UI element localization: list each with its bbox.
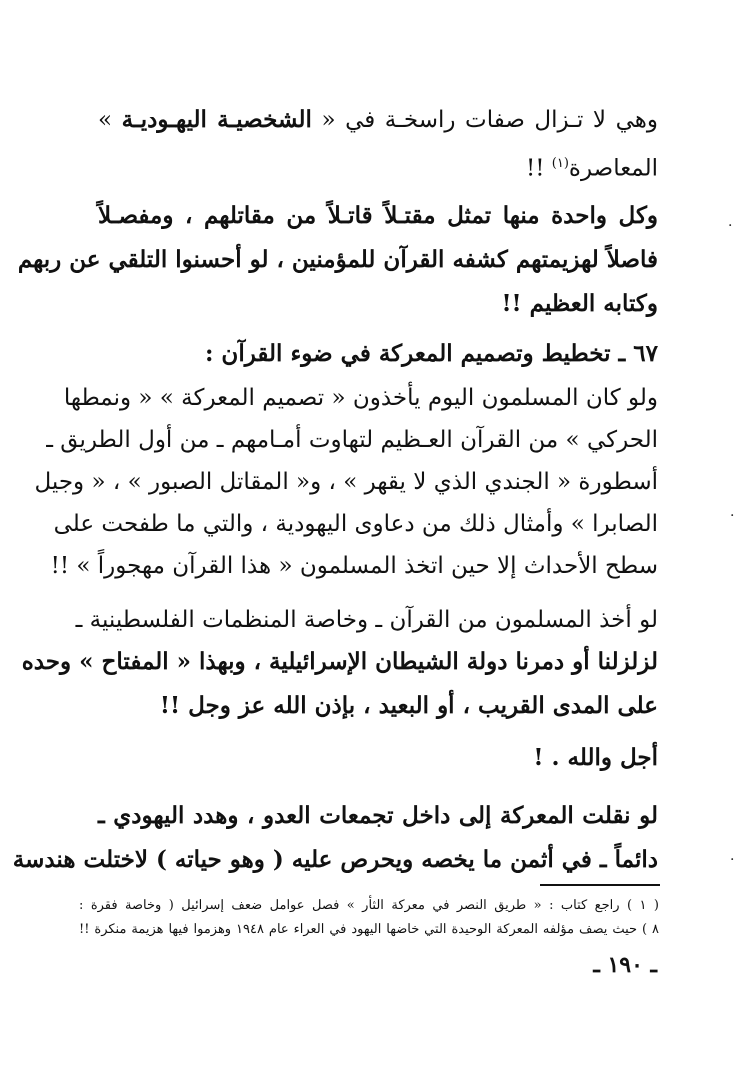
paragraph-6-line-1: لو نقلت المعركة إلى داخل تجمعات العدو ، وهدد اليهودي ـ xyxy=(98,802,658,829)
page-number: ـ ١٩٠ ـ xyxy=(593,952,657,978)
section-heading: ٦٧ ـ تخطيط وتصميم المعركة في ضوء القرآن : xyxy=(204,340,658,367)
emphasis-text: الشخصيـة اليهـوديـة xyxy=(121,106,312,133)
footnote-marker: (١) xyxy=(551,156,569,171)
paragraph-2-line-2: فاصلاً لهزيمتهم كشفه القرآن للمؤمنين ، لو أحسنوا التلقي عن ربهم xyxy=(17,246,658,273)
scan-speck: · xyxy=(730,508,735,524)
scan-speck: · xyxy=(728,218,733,234)
footnote-rule xyxy=(540,884,660,886)
text-run: » xyxy=(98,107,122,133)
footnote-line-1: ( ١ ) راجع كتاب : « طريق النصر في معركة الثأر » فصل عوامل ضعف إسرائيل ( وخاصة فقرة : xyxy=(79,898,659,913)
paragraph-2-line-1: وكل واحدة منها تمثل مقتـلاً قاتـلاً من مقاتلهم ، ومفصـلاً xyxy=(98,202,658,229)
footnote-line-2: ٨ ) حيث يصف مؤلفه المعركة الوحيدة التي خاضها اليهود في العراء عام ١٩٤٨ وهزموا فيها هزيمة منكرة !! xyxy=(79,922,660,937)
text-run: !! xyxy=(525,155,552,182)
paragraph-3-line-2: الحركي » من القرآن العـظيم لتهاوت أمـامهم ـ من أول الطريق ـ xyxy=(46,427,658,453)
paragraph-4-line-1: لو أخذ المسلمون من القرآن ـ وخاصة المنظمات الفلسطينية ـ xyxy=(75,607,658,633)
paragraph-5-line-1: أجل والله . ! xyxy=(533,744,658,771)
paragraph-3-line-3: أسطورة « الجندي الذي لا يقهر » ، و« المقاتل الصبور » ، « وجيل xyxy=(34,469,658,495)
paragraph-4-line-2: لزلزلنا أو دمرنا دولة الشيطان الإسرائيلية ، وبهذا « المفتاح » وحده xyxy=(21,648,658,675)
paragraph-1-line-2 xyxy=(98,144,658,184)
paragraph-6-line-2: دائماً ـ في أثمن ما يخصه ويحرص عليه ( وهو حياته ) لاختلت هندسة xyxy=(12,846,658,873)
paragraph-3-line-1: ولو كان المسلمون اليوم يأخذون « تصميم المعركة » « ونمطها xyxy=(63,385,658,411)
paragraph-1-line-1 xyxy=(98,100,658,140)
text-run: وهي لا تـزال صفات راسخـة في « xyxy=(311,107,658,133)
paragraph-3-line-5: سطح الأحداث إلا حين اتخذ المسلمون « هذا القرآن مهجوراً » !! xyxy=(50,553,658,579)
paragraph-2-line-3: وكتابه العظيم !! xyxy=(501,290,658,317)
scan-speck: · xyxy=(730,852,735,868)
paragraph-4-line-3: على المدى القريب ، أو البعيد ، بإذن الله عز وجل !! xyxy=(159,692,658,719)
paragraph-3-line-4: الصابرا » وأمثال ذلك من دعاوى اليهودية ، والتي ما طفحت على xyxy=(53,511,658,537)
text-run: المعاصرة xyxy=(568,155,658,182)
